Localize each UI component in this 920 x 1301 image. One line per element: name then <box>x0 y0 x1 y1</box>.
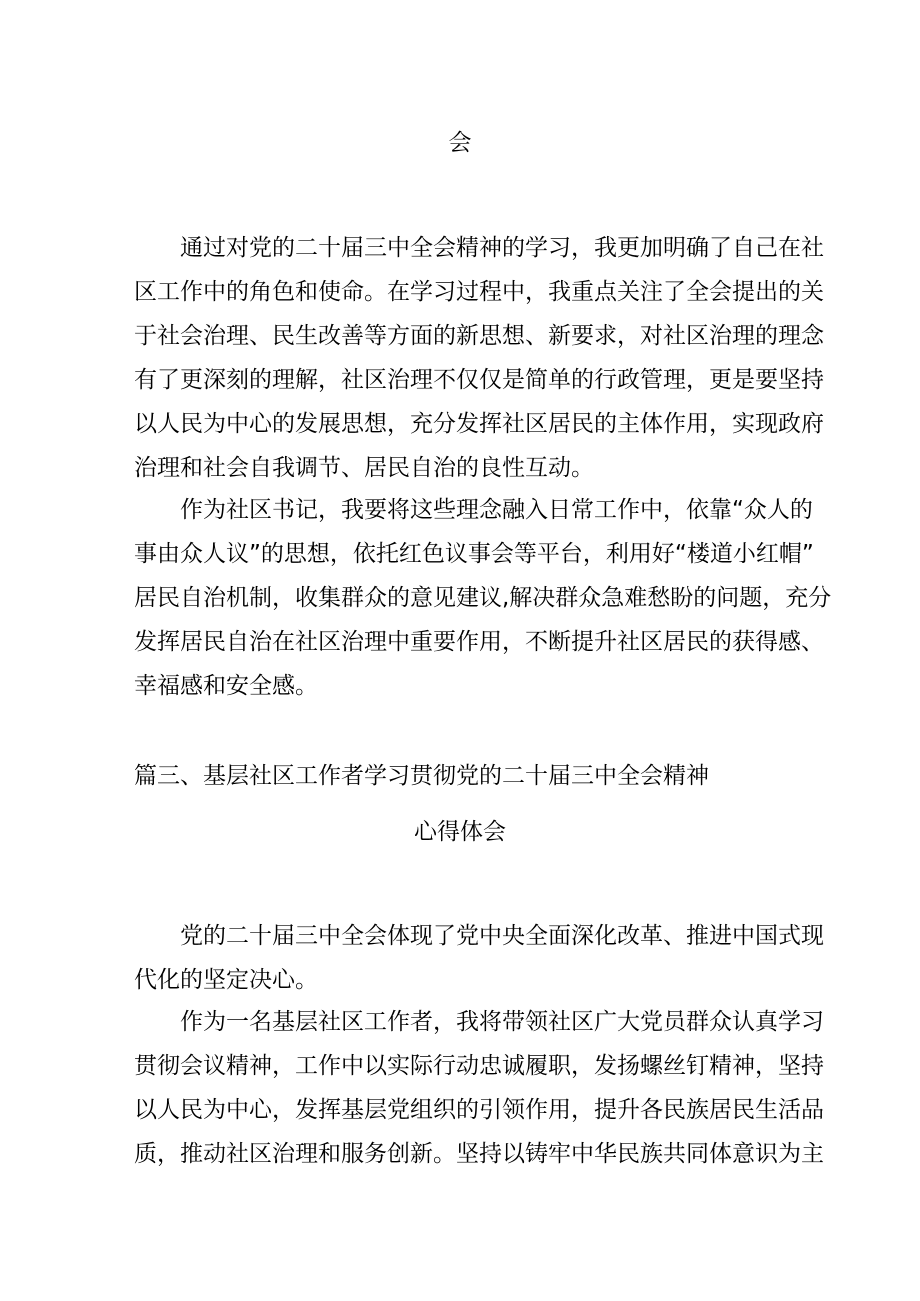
text-line: 贯彻会议精神，工作中以实际行动忠诚履职，发扬螺丝钉精神，坚持 <box>134 1053 824 1079</box>
text-line: 居民自治机制，收集群众的意见建议,解决群众急难愁盼的问题，充分 <box>134 585 832 611</box>
text-line: 党的二十届三中全会体现了党中央全面深化改革、推进中国式现 <box>180 923 824 949</box>
title-fragment: 会 <box>448 130 472 156</box>
text-line: 以人民为中心，发挥基层党组织的引领作用，提升各民族居民生活品 <box>134 1097 824 1123</box>
section-heading-subtitle: 心得体会 <box>414 819 506 845</box>
text-line: 事由众人议”的思想，依托红色议事会等平台，利用好“楼道小红帽” <box>134 541 814 567</box>
text-line: 治理和社会自我调节、居民自治的良性互动。 <box>134 455 594 481</box>
section-heading: 篇三、基层社区工作者学习贯彻党的二十届三中全会精神 <box>134 763 709 789</box>
text-line: 通过对党的二十届三中全会精神的学习，我更加明确了自己在社 <box>180 235 824 261</box>
text-line: 有了更深刻的理解，社区治理不仅仅是简单的行政管理，更是要坚持 <box>134 367 824 393</box>
text-line: 区工作中的角色和使命。在学习过程中，我重点关注了全会提出的关 <box>134 279 824 305</box>
text-line: 作为一名基层社区工作者，我将带领社区广大党员群众认真学习 <box>180 1009 824 1035</box>
text-line: 以人民为中心的发展思想，充分发挥社区居民的主体作用，实现政府 <box>134 411 824 437</box>
text-line: 质，推动社区治理和服务创新。坚持以铸牢中华民族共同体意识为主 <box>134 1141 824 1167</box>
text-line: 于社会治理、民生改善等方面的新思想、新要求，对社区治理的理念 <box>134 323 824 349</box>
text-line: 代化的坚定决心。 <box>134 967 318 993</box>
text-line: 发挥居民自治在社区治理中重要作用，不断提升社区居民的获得感、 <box>134 629 824 655</box>
text-line: 作为社区书记，我要将这些理念融入日常工作中，依靠“众人的 <box>180 497 813 523</box>
text-line: 幸福感和安全感。 <box>134 673 318 699</box>
